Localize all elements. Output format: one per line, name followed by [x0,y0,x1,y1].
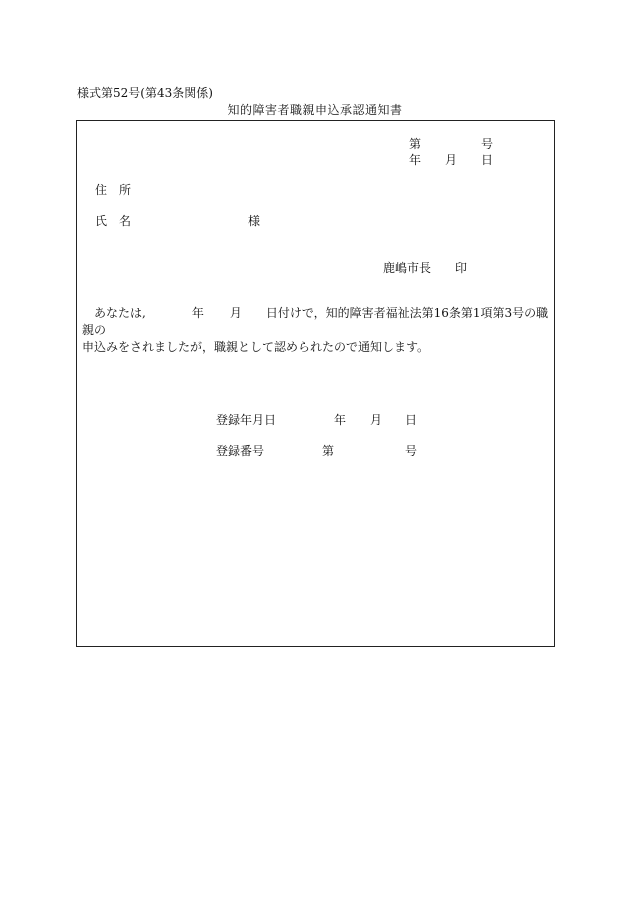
registration-year: 年 [334,413,347,427]
body-day-law: 日付けで，知的障害者福祉法第16条第1項第3号の職親の [82,306,549,337]
address-label: 住 所 [95,183,132,197]
seal-mark: 印 [455,261,468,275]
body-month: 月 [229,306,242,320]
notice-date-month: 月 [445,153,458,167]
registration-month: 月 [370,413,383,427]
registration-number-label: 登録番号 [216,444,265,458]
notice-number-dai: 第 [409,137,422,151]
registration-number-go: 号 [405,444,418,458]
notice-body [82,305,550,356]
form-number: 様式第52号(第43条関係) [77,86,213,100]
notice-date-day: 日 [481,153,494,167]
notice-date-year: 年 [409,153,422,167]
registration-day: 日 [405,413,418,427]
form-frame [76,120,555,647]
notice-number-go: 号 [481,137,494,151]
body-line-2: 申込みをされましたが，職親として認められたので通知します。 [82,340,430,354]
body-year: 年 [191,306,204,320]
name-label: 氏 名 [95,214,132,228]
registration-date-label: 登録年月日 [216,413,277,427]
registration-number-dai: 第 [322,444,335,458]
honorific-sama: 様 [248,214,261,228]
body-you: あなたは, [94,306,146,320]
document-title: 知的障害者職親申込承認通知書 [227,103,403,117]
issuer-name: 鹿嶋市長 [383,261,432,275]
